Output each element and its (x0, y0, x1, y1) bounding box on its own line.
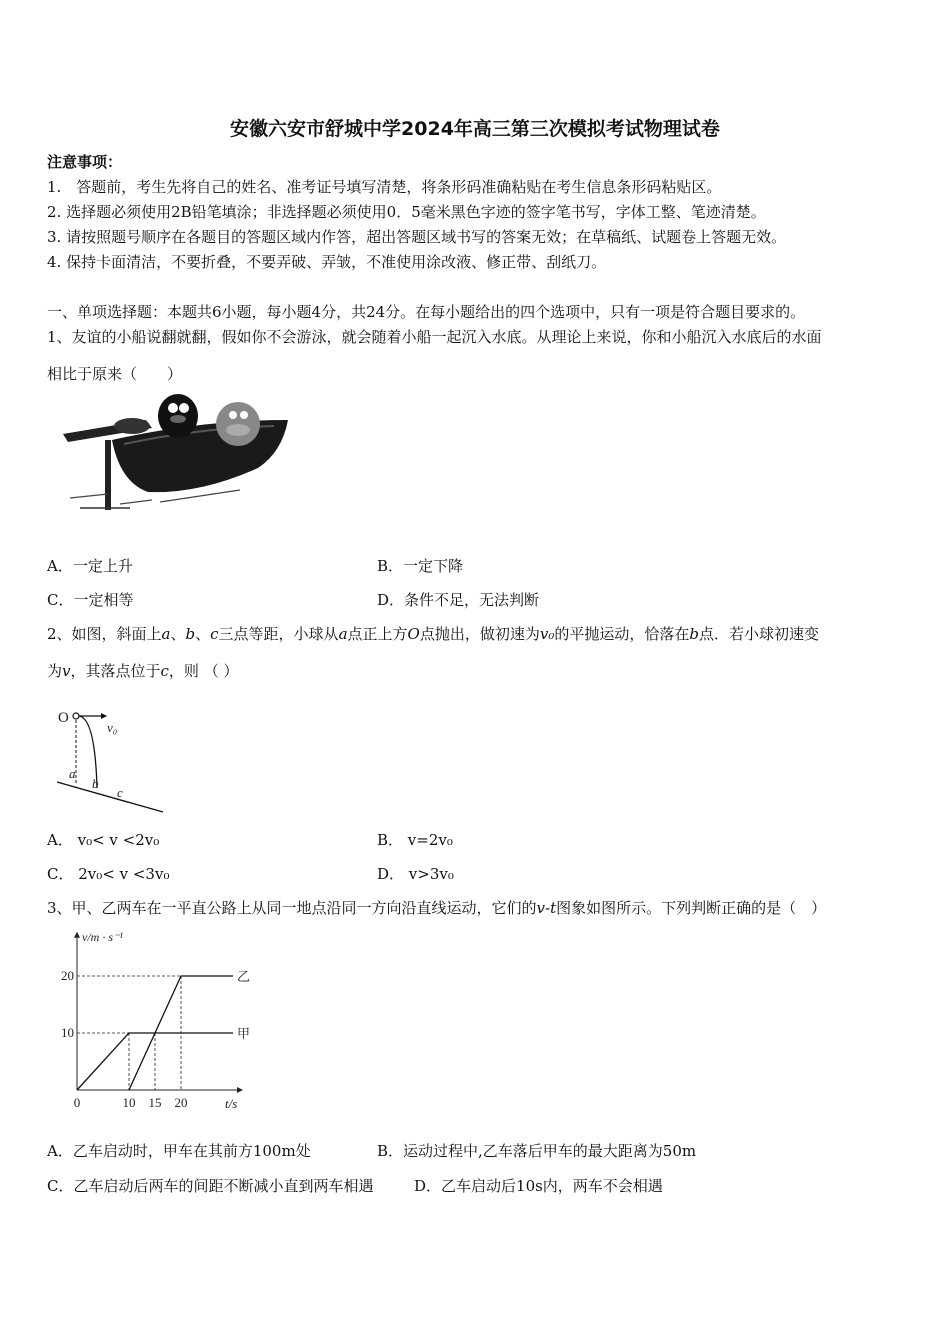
x-tick-label: 0 (73, 1095, 81, 1110)
fig-label-a: a (69, 766, 76, 781)
y-axis-arrow (74, 932, 80, 938)
x-tick-label: 10 (122, 1095, 136, 1110)
q2-stem-line1 (47, 624, 819, 644)
y-axis-label: v/m · s⁻¹ (82, 929, 123, 944)
y-tick-label: 20 (61, 968, 74, 983)
fig-label-o: O (58, 710, 69, 726)
point-o-label: O (407, 625, 420, 643)
q2-option-b: B． v=2v₀ (377, 831, 453, 849)
section-heading: 一、单项选择题：本题共6小题，每小题4分，共24分。在每小题给出的四个选项中，只有一项是符合题目要求的。 (47, 303, 806, 321)
x-axis-label: t/s (225, 1096, 238, 1111)
notice-item-1: 1. 答题前，考生先将自己的姓名、准考证号填写清楚，将条形码准确粘贴在考生信息条形码粘贴区。 (47, 178, 722, 196)
q2-stem-text: 点．若小球初速变 (698, 625, 819, 643)
q2-stem-text: 为 (47, 662, 63, 680)
fig-label-c: c (117, 785, 123, 800)
q3-option-b: B．运动过程中,乙车落后甲车的最大距离为50m (377, 1142, 697, 1160)
point-b-label: b (185, 625, 196, 643)
q2-stem-text: 点抛出，做初速为 (419, 625, 540, 643)
boat-illustration (60, 390, 292, 515)
q2-stem-text: 2、如图，斜面上 (47, 625, 162, 643)
notice-item-3: 3. 请按照题号顺序在各题目的答题区域内作答，超出答题区域书写的答案无效；在草稿纸、试题卷上答题无效。 (47, 228, 787, 246)
q3-stem (47, 898, 826, 918)
initial-velocity-label: v₀ (539, 625, 555, 643)
q1-stem-line2: 相比于原来（ ） (47, 365, 183, 383)
q2-stem-text: 点正上方 (347, 625, 408, 643)
q2-stem-text: 的平抛运动，恰落在 (554, 625, 690, 643)
point-b-label: b (689, 625, 699, 643)
point-a-label: a (338, 625, 348, 643)
vt-label: v-t (536, 899, 557, 917)
projectile-diagram (55, 704, 170, 816)
notice-heading: 注意事项： (47, 153, 123, 171)
fig-label-v0: v₀ (107, 720, 118, 735)
notice-item-2: 2. 选择题必须使用2B铅笔填涂；非选择题必须使用0．5毫米黑色字迹的签字笔书写，字体工整、笔迹清楚。 (47, 203, 766, 221)
q3-option-d: D．乙车启动后10s内，两车不会相遇 (414, 1177, 663, 1195)
q3-stem-text: 3、甲、乙两车在一平直公路上从同一地点沿同一方向沿直线运动，它们的 (47, 899, 537, 917)
point-c-label: c (210, 625, 219, 643)
x-tick-label: 20 (174, 1095, 188, 1110)
q1-stem-line1: 1、友谊的小船说翻就翻，假如你不会游泳，就会随着小船一起沉入水底。从理论上来说，你和小船沉入水底后的水面 (47, 328, 822, 346)
vt-chart (55, 928, 270, 1118)
q3-option-c: C．乙车启动后两车的间距不断减小直到两车相遇 (47, 1177, 374, 1195)
point-c-label: c (160, 662, 169, 680)
q3-option-a: A．乙车启动时，甲车在其前方100m处 (47, 1142, 311, 1160)
x-axis-arrow (237, 1087, 243, 1093)
series-label: 甲 (237, 1026, 251, 1041)
q1-option-d: D．条件不足，无法判断 (377, 591, 540, 609)
q2-option-d: D． v>3v₀ (377, 865, 454, 883)
velocity-label: v (62, 662, 71, 680)
q2-stem-text: 三点等距，小球从 (218, 625, 339, 643)
q1-option-b: B．一定下降 (377, 557, 464, 575)
separator: 、 (195, 625, 211, 643)
separator: 、 (170, 625, 186, 643)
q2-stem-text: ，则 （ ） (168, 662, 239, 680)
q1-option-a: A．一定上升 (47, 557, 133, 575)
page-title: 安徽六安市舒城中学2024年高三第三次模拟考试物理试卷 (230, 118, 720, 140)
q2-stem-text: ，其落点位于 (70, 662, 161, 680)
series-label: 乙 (237, 969, 251, 984)
q2-stem-line2 (47, 661, 238, 681)
series-line-1 (77, 1033, 233, 1090)
q2-option-c: C． 2v₀< v <3v₀ (47, 865, 170, 883)
x-tick-label: 15 (148, 1095, 162, 1110)
fig-label-b: b (92, 776, 99, 791)
q2-option-a: A． v₀< v <2v₀ (47, 831, 160, 849)
notice-item-4: 4. 保持卡面清洁，不要折叠，不要弄破、弄皱，不准使用涂改液、修正带、刮纸刀。 (47, 253, 607, 271)
point-a-label: a (161, 625, 171, 643)
q3-stem-text: 图象如图所示。下列判断正确的是（ ） (556, 899, 827, 917)
y-tick-label: 10 (61, 1025, 74, 1040)
q1-option-c: C．一定相等 (47, 591, 134, 609)
